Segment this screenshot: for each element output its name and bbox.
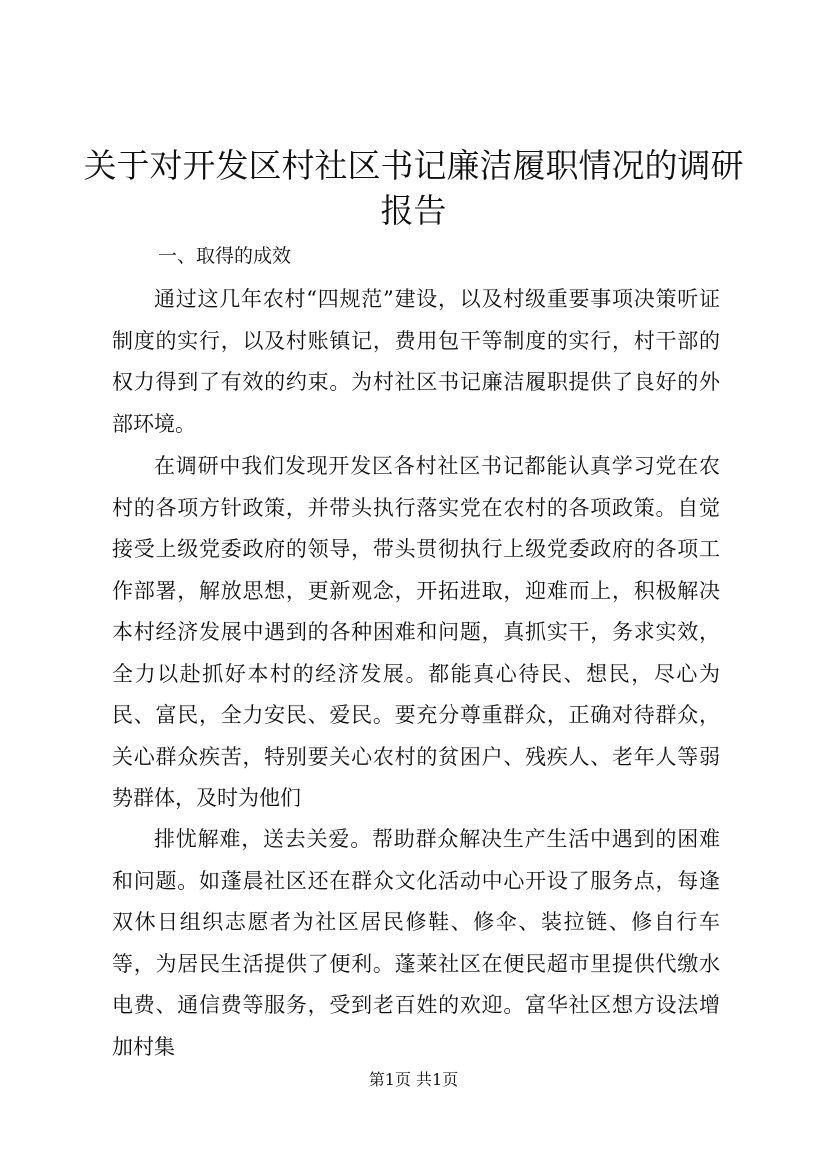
page-number-footer: 第1页 共1页 bbox=[368, 1070, 459, 1089]
body-paragraph-2: 在调研中我们发现开发区各村社区书记都能认真学习党在农村的各项方针政策，并带头执行落实党在农村的各项政策。自觉接受上级党委政府的领导，带头贯彻执行上级党委政府的各项工作部署，解放思想，更新观念，开拓进取，迎难而上，积极解决本村经济发展中遇到的各种困难和问题，真抓实干，务求实效，全力以赴抓好本村的经济发展。都能真心待民、想民，尽心为民、富民，全力安民、爱民。要充分尊重群众，正确对待群众，关心群众疾苦，特别要关心农村的贫困户、残疾人、老年人等弱势群体，及时为他们 bbox=[112, 454, 720, 810]
section-heading: 一、取得的成效 bbox=[158, 245, 292, 267]
body-paragraph-3: 排忧解难，送去关爱。帮助群众解决生产生活中遇到的困难和问题。如蓬晨社区还在群众文化活动中心开设了服务点，每逢双休日组织志愿者为社区居民修鞋、修伞、装拉链、修自行车等，为居民生活提供了便利。蓬莱社区在便民超市里提供代缴水电费、通信费等服务，受到老百姓的欢迎。富华社区想方设法增加村集 bbox=[112, 827, 720, 1059]
body-paragraph-1: 通过这几年农村“四规范”建设，以及村级重要事项决策听证制度的实行，以及村账镇记，费用包干等制度的实行，村干部的权力得到了有效的约束。为村社区书记廉洁履职提供了良好的外部环境。 bbox=[112, 287, 720, 436]
document-title-line-2: 报告 bbox=[380, 191, 447, 230]
document-title-line-1: 关于对开发区村社区书记廉洁履职情况的调研 bbox=[83, 146, 744, 185]
